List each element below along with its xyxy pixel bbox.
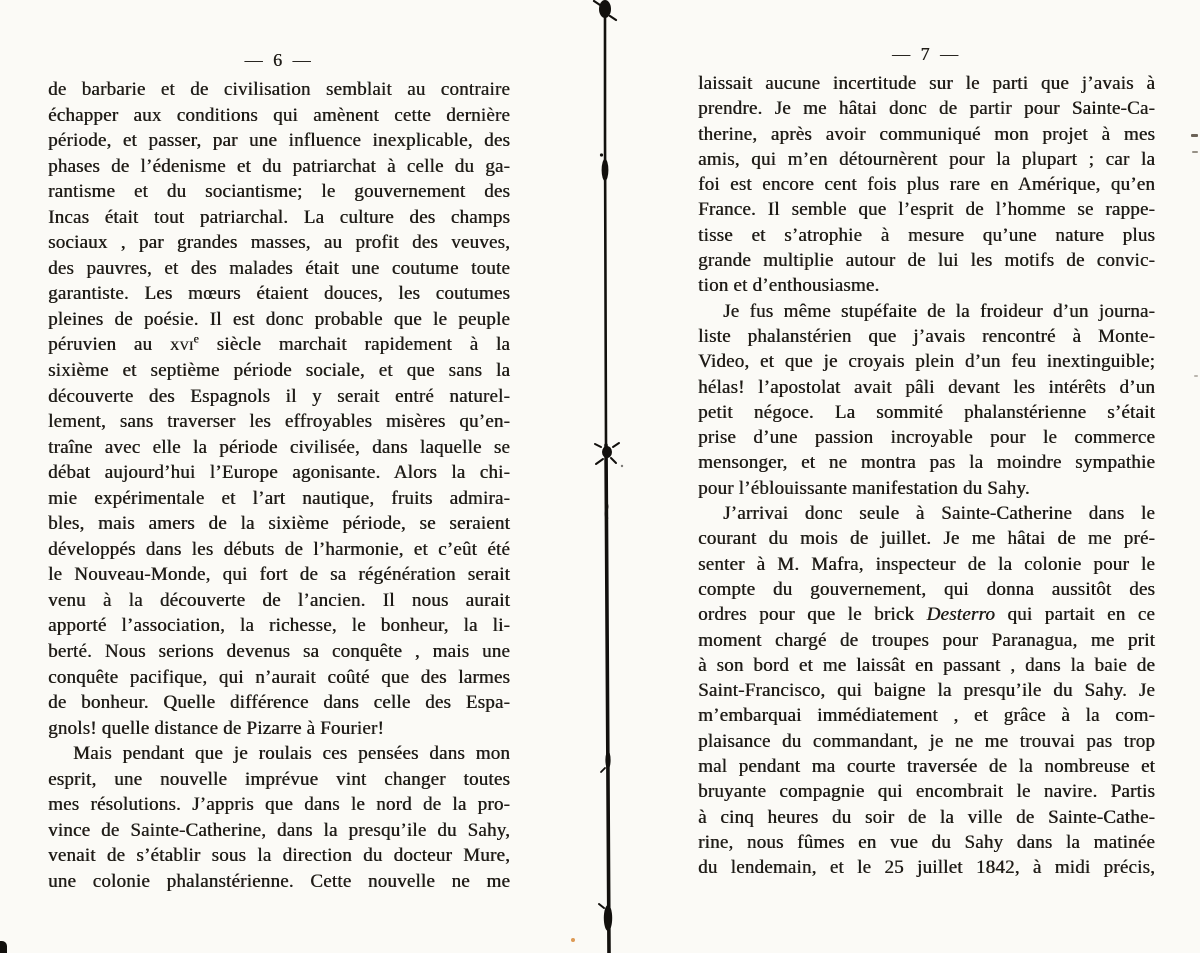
text-line: traîne avec elle la période civilisée, dans laquelle se (48, 436, 510, 458)
book-gutter-line (580, 0, 640, 953)
text-line: du lendemain, et le 25 juillet 1842, à midi précis, (698, 857, 1155, 879)
text-line: le Nouveau-Monde, qui fort de sa régénération serait (48, 564, 510, 586)
text-line: échapper aux conditions qui amènent cette dernière (48, 104, 510, 126)
text-line: compte du gouvernement, qui donna aussitôt des (698, 578, 1155, 600)
text-line: rantisme et du sociantisme; le gouvernement des (48, 181, 510, 203)
text-line: des pauvres, et des malades était une coutume toute (48, 257, 510, 279)
text-line: mal pendant ma courte traversée de la nombreuse et (698, 756, 1155, 778)
text-line: Video, et que je croyais plein d’un feu inextinguible; (698, 351, 1155, 373)
scan-artifact-orange-dot (571, 938, 575, 942)
text-line: gnols! quelle distance de Pizarre à Fourier! (48, 717, 384, 739)
scan-artifact-edge-tick (1192, 151, 1198, 153)
text-line: phases de l’édenisme et du patriarchat à celle du ga- (48, 155, 510, 177)
text-line: sixième et septième période sociale, et que sans la (48, 360, 510, 382)
text-line: tion et d’enthousiasme. (698, 275, 880, 297)
page-6-text-block (48, 77, 510, 895)
scan-artifact-edge-tick (1194, 375, 1198, 377)
page-7-text-block (698, 71, 1155, 881)
text-line: de bonheur. Quelle différence dans celle des Espa- (48, 692, 510, 714)
text-line: vince de Sainte-Catherine, dans la presqu’ile du Sahy, (48, 819, 510, 841)
text-line: senter à M. Mafra, inspecteur de la colonie pour le (698, 553, 1155, 575)
text-line: Mais pendant que je roulais ces pensées dans mon (73, 743, 510, 765)
text-line: amis, qui m’en détournèrent pour la plupart ; car la (698, 148, 1155, 170)
text-line: France. Il semble que l’esprit de l’homme se rappe- (698, 199, 1155, 221)
text-line: mes résolutions. J’appris que dans le nord de la pro- (48, 794, 510, 816)
text-line: garantiste. Les mœurs étaient douces, les coutumes (48, 283, 510, 305)
text-line: J’arrivai donc seule à Sainte-Catherine dans le (723, 503, 1155, 525)
text-line: berté. Nous serions devenus sa conquête , mais une (48, 641, 510, 663)
text-line: découverte des Espagnols il y serait entré naturel- (48, 385, 510, 407)
text-line: péruvien au xvi$^e$ siècle marchait rapidement à la (48, 333, 510, 356)
text-line: ordres pour que le brick Desterro qui partait en ce (698, 604, 1155, 626)
text-line: plaisance du commandant, je ne me trouvai pas trop (698, 730, 1155, 752)
text-line: grande multiplie autour de lui les motifs de convic- (698, 250, 1155, 272)
text-line: une colonie phalanstérienne. Cette nouvelle ne me (48, 870, 510, 892)
text-line: bruyante compagnie qui encombrait le navire. Partis (698, 781, 1155, 803)
scan-artifact-edge-tick (1191, 134, 1198, 137)
page-number-right: — 7 — (892, 44, 961, 64)
text-line: foi est encore cent fois plus rare en Amérique, qu’en (698, 174, 1155, 196)
text-line: pleines de poésie. Il est donc probable que le peuple (48, 308, 510, 330)
text-line: prendre. Je me hâtai donc de partir pour Sainte-Ca- (698, 98, 1155, 120)
text-line: conquête pacifique, qui n’aurait coûté que des larmes (48, 666, 510, 688)
text-line: mensonger, et ne montra pas la moindre sympathie (698, 452, 1155, 474)
text-line: sociaux , par grandes masses, au profit des veuves, (48, 232, 510, 254)
text-line: lement, sans traverser les effroyables misères qu’en- (48, 411, 510, 433)
text-line: de barbarie et de civilisation semblait au contraire (48, 79, 510, 100)
text-line: laissait aucune incertitude sur le parti que j’avais à (698, 73, 1155, 94)
text-line: bles, mais amers de la sixième période, se seraient (48, 513, 510, 535)
text-line: Je fus même stupéfaite de la froideur d’un journa- (723, 300, 1155, 322)
text-line: mie expérimentale et l’art nautique, fruits admira- (48, 487, 510, 509)
text-line: à son bord et me laissât en passant , dans la baie de (698, 654, 1155, 676)
text-line: venait de s’établir sous la direction du docteur Mure, (48, 845, 510, 867)
text-line: liste phalanstérien que j’avais rencontré à Monte- (698, 325, 1155, 347)
page-7 (698, 44, 1155, 881)
text-line: moment chargé de troupes pour Paranagua, me prit (698, 629, 1155, 651)
text-line: esprit, une nouvelle imprévue vint changer toutes (48, 768, 510, 790)
text-line: courant du mois de juillet. Je me hâtai de me pré- (698, 528, 1155, 550)
text-line: apporté l’association, la richesse, le bonheur, la li- (48, 615, 510, 637)
text-line: période, et passer, par une influence inexplicable, des (48, 130, 510, 152)
text-line: venu à la découverte de l’ancien. Il nous aurait (48, 589, 510, 611)
text-line: débat aujourd’hui l’Europe agonisante. Alors la chi- (48, 462, 510, 484)
page-number-left: — 6 — (244, 50, 314, 70)
text-line: m’embarquai immédiatement , et grâce à la com- (698, 705, 1155, 727)
page-6 (48, 50, 510, 895)
text-line: petit négoce. La sommité phalanstérienne s’était (698, 401, 1155, 423)
text-line: Saint-Francisco, qui baigne la presqu’ile du Sahy. Je (698, 680, 1155, 702)
text-line: développés dans les débuts de l’harmonie, et c’eût été (48, 538, 510, 560)
text-line: à cinq heures du soir de la ville de Sainte-Cathe- (698, 806, 1155, 828)
text-line: therine, après avoir communiqué mon projet à mes (698, 123, 1155, 145)
text-line: pour l’éblouissante manifestation du Sahy. (698, 477, 1030, 499)
text-line: tisse et s’atrophie à mesure qu’une nature plus (698, 224, 1155, 246)
text-line: prise d’une passion incroyable pour le commerce (698, 427, 1155, 449)
scan-artifact-corner (0, 941, 7, 953)
text-line: Incas était tout patriarchal. La culture des champs (48, 206, 510, 228)
text-line: hélas! l’apostolat avait pâli devant les intérêts d’un (698, 376, 1155, 398)
text-line: rine, nous fûmes en vue du Sahy dans la matinée (698, 831, 1155, 853)
